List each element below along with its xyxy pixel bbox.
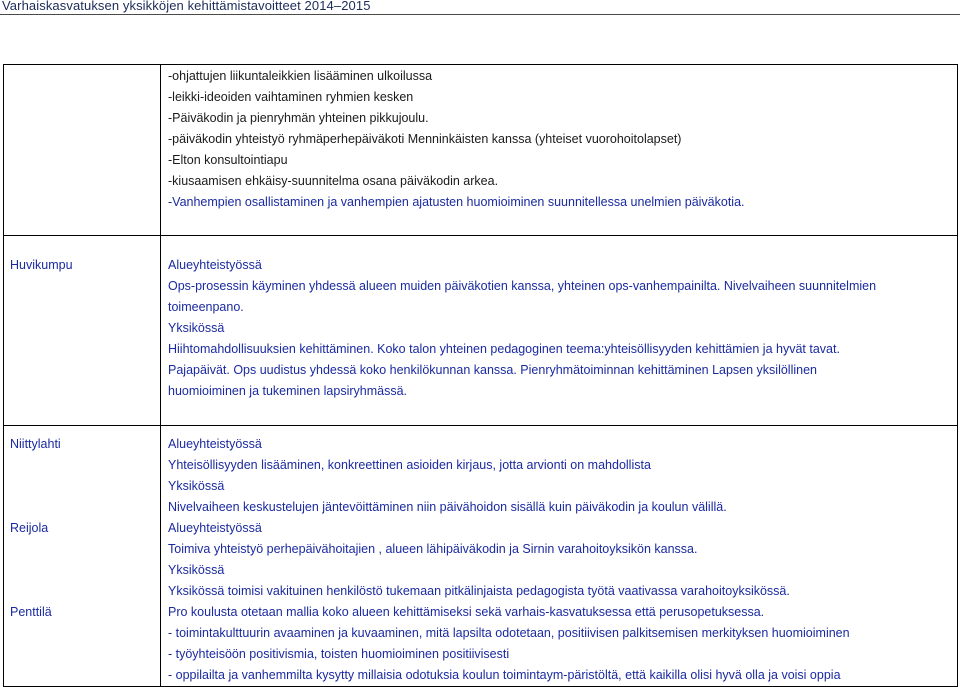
- goal-line: -Vanhempien osallistaminen ja vanhempien ajatusten huomioiminen suunnitellessa unelmien päiväkotia.: [168, 195, 745, 209]
- table-row: [4, 65, 958, 236]
- goal-line: Ops-prosessin käyminen yhdessä alueen muiden päiväkotien kanssa, yhteinen ops-vanhempainilta. Nivelvaiheen suunnitelmien: [168, 279, 877, 293]
- goal-line: -leikki-ideoiden vaihtaminen ryhmien kesken: [168, 90, 414, 104]
- section-heading: Alueyhteistyössä: [168, 521, 262, 535]
- goal-line: -Päiväkodin ja pienryhmän yhteinen pikkujoulu.: [168, 111, 429, 125]
- goal-line: -Elton konsultointiapu: [168, 153, 288, 167]
- goals-cell: [161, 65, 958, 236]
- goals-table: [3, 64, 958, 687]
- goal-line: Pro koulusta otetaan mallia koko alueen kehittämiseksi sekä varhais-kasvatuksessa että perusopetuksessa.: [168, 605, 765, 619]
- goal-line: - toimintakulttuurin avaaminen ja kuvaaminen, mitä lapsilta odotetaan, positiivisen palkitsemisen merkityksen huomioiminen: [168, 626, 850, 640]
- goal-line: -päiväkodin yhteistyö ryhmäperhepäiväkoti Menninkäisten kanssa (yhteiset vuorohoitolapset): [168, 132, 682, 146]
- document-title: Varhaiskasvatuksen yksikköjen kehittämistavoitteet 2014–2015: [2, 0, 371, 13]
- goal-line: Toimiva yhteistyö perhepäivähoitajien , alueen lähipäiväkodin ja Sirnin varahoitoyksikön kanssa.: [168, 542, 698, 556]
- unit-name: Penttilä: [10, 605, 52, 619]
- section-heading: Alueyhteistyössä: [168, 437, 262, 451]
- goal-line: - oppilailta ja vanhemmilta kysytty millaisia odotuksia koulun toimintaym-päristöltä, että kaikilla olisi hyvä olla ja voisi oppia: [168, 668, 841, 682]
- unit-name: Niittylahti: [10, 437, 61, 451]
- goal-line: Yhteisöllisyyden lisääminen, konkreettinen asioiden kirjaus, jotta arvionti on mahdollista: [168, 458, 651, 472]
- unit-name: Huvikumpu: [10, 258, 73, 272]
- unit-cell-empty: [4, 65, 161, 236]
- section-heading: Yksikössä: [168, 563, 225, 577]
- table-row: [4, 426, 958, 687]
- goal-line: Yksikössä toimisi vakituinen henkilöstö tukemaan pitkälinjaista pedagogista työtä vaativassa varahoitoyksikössä.: [168, 584, 790, 598]
- goal-line: - työyhteisöön positivismia, toisten huomioiminen positiivisesti: [168, 647, 510, 661]
- goal-line: Pajapäivät. Ops uudistus yhdessä koko henkilökunnan kanssa. Pienryhmätoiminnan kehittäminen Lapsen yksilöllinen: [168, 363, 817, 377]
- section-heading: Yksikössä: [168, 321, 225, 335]
- unit-cell: [4, 426, 161, 687]
- unit-cell: [4, 236, 161, 426]
- section-heading: Yksikössä: [168, 479, 225, 493]
- goal-line: Hiihtomahdollisuuksien kehittäminen. Koko talon yhteinen pedagoginen teema:yhteisöllisyyden kehittämien ja hyvät tavat.: [168, 342, 840, 356]
- goal-line: huomioiminen ja tukeminen lapsiryhmässä.: [168, 384, 408, 398]
- goals-cell: [161, 236, 958, 426]
- table-row: [4, 236, 958, 426]
- page-header: [0, 0, 960, 15]
- goal-line: -kiusaamisen ehkäisy-suunnitelma osana päiväkodin arkea.: [168, 174, 499, 188]
- unit-name: Reijola: [10, 521, 49, 535]
- goal-line: toimeenpano.: [168, 300, 244, 314]
- goals-cell: [161, 426, 958, 687]
- section-heading: Alueyhteistyössä: [168, 258, 262, 272]
- goal-line: -ohjattujen liikuntaleikkien lisääminen ulkoilussa: [168, 69, 433, 83]
- goal-line: Nivelvaiheen keskustelujen jäntevöittäminen niin päivähoidon sisällä kuin päiväkodin ja koulun välillä.: [168, 500, 727, 514]
